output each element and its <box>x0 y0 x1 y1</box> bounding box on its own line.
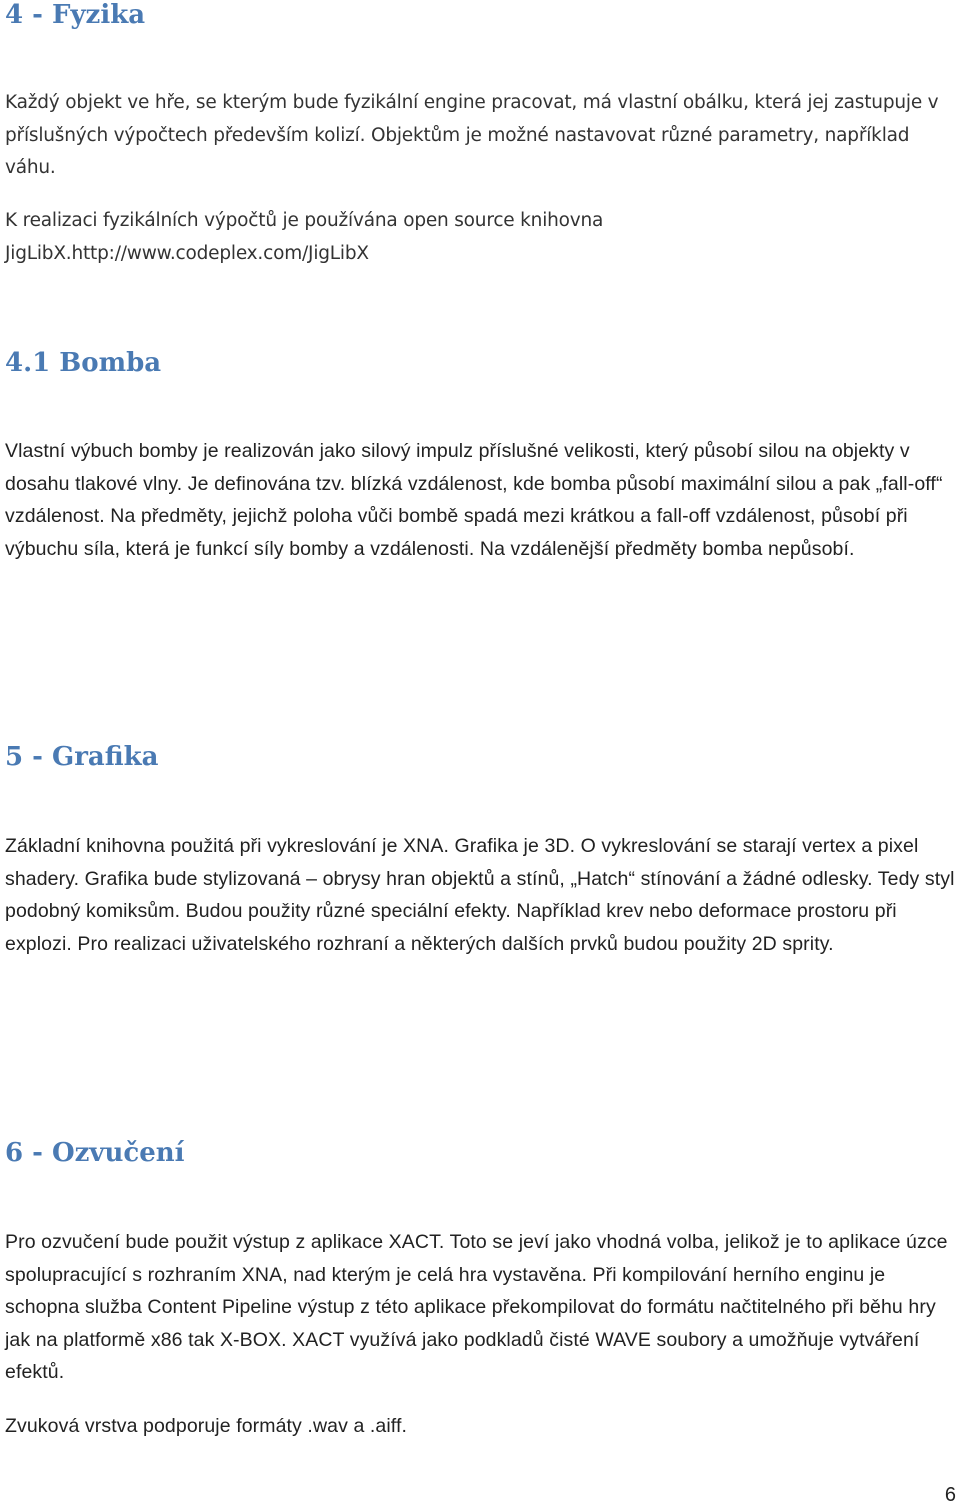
section-heading-fyzika: 4 - Fyzika <box>5 0 146 30</box>
section-heading-ozvuceni: 6 - Ozvučení <box>5 1138 185 1168</box>
paragraph-fyzika-intro: Každý objekt ve hře, se kterým bude fyzikální engine pracovat, má vlastní obálku, která jej zastupuje v příslušných výpočtech především kolizí. Objektům je možné nastavovat různé parametry, například váhu. <box>5 92 939 178</box>
paragraph-grafika: Základní knihovna použitá při vykreslování je XNA. Grafika je 3D. O vykreslování se starají vertex a pixel shadery. Grafika bude stylizovaná – obrysy hran objektů a stínů, „Hatch“ stínování a žádné odlesky. Tedy styl podobný komiksům. Budou použity různé speciální efekty. Například krev nebo deformace prostoru při explozi. Pro realizaci uživatelského rozhraní a některých dalších prvků budou použity 2D sprity. <box>5 835 955 955</box>
section-heading-bomba: 4.1 Bomba <box>5 348 162 378</box>
paragraph-ozvuceni-formats: Zvuková vrstva podporuje formáty .wav a .aiff. <box>5 1415 407 1437</box>
paragraph-fyzika-jiglibx: K realizaci fyzikálních výpočtů je používána open source knihovna JigLibX.http://www.codeplex.com/JigLibX <box>5 210 604 264</box>
paragraph-bomba: Vlastní výbuch bomby je realizován jako silový impulz příslušné velikosti, který působí silou na objekty v dosahu tlakové vlny. Je definována tzv. blízká vzdálenost, kde bomba působí maximální silou a pak „fall-off“ vzdálenost. Na předměty, jejichž poloha vůči bombě spadá mezi krátkou a fall-off vzdálenost, působí při výbuchu síla, která je funkcí síly bomby a vzdálenosti. Na vzdálenější předměty bomba nepůsobí. <box>5 440 943 560</box>
section-heading-grafika: 5 - Grafika <box>5 742 159 772</box>
paragraph-ozvuceni: Pro ozvučení bude použit výstup z aplikace XACT. Toto se jeví jako vhodná volba, jelikož je to aplikace úzce spolupracující s rozhraním XNA, nad kterým je celá hra vystavěna. Při kompilování herního enginu je schopna služba Content Pipeline výstup z této aplikace překompilovat do formátu načtitelného při běhu hry jak na platformě x86 tak X-BOX. XACT využívá jako podkladů čisté WAVE soubory a umožňuje vytváření efektů. <box>5 1231 948 1383</box>
page-number: 6 <box>944 1484 956 1506</box>
